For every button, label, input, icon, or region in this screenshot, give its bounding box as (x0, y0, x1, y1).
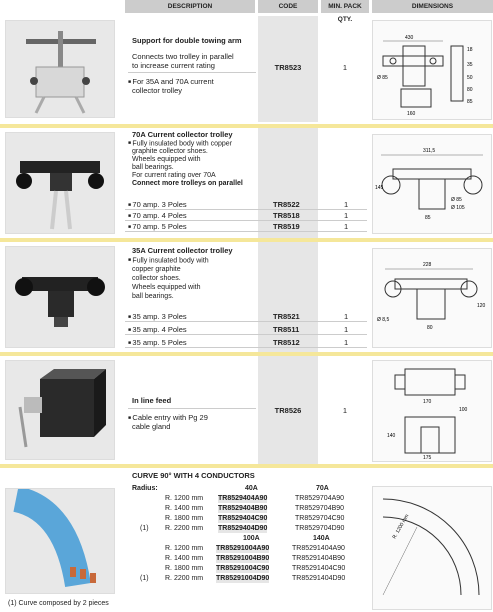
70a-trolley-desc-4: ball bearings. (132, 164, 174, 171)
curve-drawing (372, 486, 492, 610)
row-code: TR8518 (273, 211, 300, 220)
dim-label: 228 (423, 262, 432, 268)
row-radius: R. 1400 mm (165, 505, 204, 512)
towing-support-photo (5, 20, 115, 118)
row-code-70a: TR8529704D90 (295, 525, 345, 532)
row-code-40a: TR8529404B90 (218, 505, 268, 512)
towing-support-desc-1: Connects two trolley in parallel (132, 52, 234, 61)
row-code-140a: TR85291404B90 (292, 555, 345, 562)
row-label: ■ 35 amp. 5 Poles (128, 338, 187, 348)
row-code-140a: TR85291404C90 (292, 565, 346, 572)
70a-trolley-desc-2: graphite collector shoes. (132, 148, 208, 155)
row-code: TR8519 (273, 222, 300, 231)
row-code-40a: TR8529404C90 (218, 515, 268, 522)
row-label: ■ 35 amp. 4 Poles (128, 325, 187, 335)
col-100a: 100A (243, 535, 260, 542)
row-code-40a: TR8529404D90 (218, 525, 268, 532)
towing-support-desc-2: to increase current rating (132, 61, 215, 70)
dim-label: 145 (375, 185, 384, 191)
section-curve (0, 468, 493, 612)
dim-label: 18 (467, 47, 473, 53)
table-row (125, 325, 367, 335)
dim-label: 120 (477, 303, 486, 309)
row-code-100a: TR85291004A90 (216, 545, 270, 552)
section-35a-trolley (0, 242, 493, 352)
dim-label: 35 (467, 62, 473, 68)
towing-support-title: Support for double towing arm (132, 36, 242, 45)
dim-label: 80 (467, 87, 473, 93)
dim-label: 175 (423, 455, 432, 461)
row-radius: R. 1800 mm (165, 515, 204, 522)
row-code: TR8522 (273, 200, 300, 209)
row-qty: 1 (344, 325, 349, 334)
table-row (125, 338, 367, 348)
divider (128, 408, 256, 409)
row-qty: 1 (344, 222, 349, 231)
towing-support-code: TR8523 (274, 63, 302, 72)
70a-trolley-desc-5: For current rating over 70A (132, 172, 216, 179)
note-mark: (1) (140, 575, 149, 582)
inline-feed-desc-1: ■ Cable entry with Pg 29 (128, 413, 208, 423)
dim-label: 170 (423, 399, 432, 405)
dim-label: 311,5 (423, 148, 436, 154)
curve-photo (5, 488, 115, 594)
header-code: CODE (258, 0, 318, 13)
dim-label: 85 (467, 99, 473, 105)
35a-trolley-title: 35A Current collector trolley (132, 246, 233, 255)
table-header (0, 0, 493, 23)
divider (128, 72, 256, 73)
35a-trolley-desc-1: ■ Fully insulated body with (128, 256, 209, 265)
row-radius: R. 1400 mm (165, 555, 204, 562)
row-code-70a: TR8529704B90 (295, 505, 345, 512)
towing-support-qty: 1 (342, 63, 348, 72)
section-inline-feed (0, 356, 493, 464)
table-row (125, 312, 367, 322)
row-radius: R. 2200 mm (165, 525, 204, 532)
inline-feed-title: In line feed (132, 396, 172, 405)
dim-label: 160 (407, 111, 416, 117)
inline-feed-desc-2: cable gland (132, 422, 171, 431)
row-qty: 1 (344, 211, 349, 220)
row-label: ■ 70 amp. 4 Poles (128, 211, 187, 221)
inline-feed-code: TR8526 (274, 406, 302, 415)
curve-footnote: (1) Curve composed by 2 pieces (8, 600, 109, 607)
section-70a-trolley (0, 128, 493, 238)
note-mark: (1) (140, 525, 149, 532)
70a-trolley-photo (5, 132, 115, 234)
table-row (125, 200, 367, 210)
row-qty: 1 (344, 312, 349, 321)
35a-trolley-photo (5, 246, 115, 348)
dim-label: Ø 105 (451, 205, 465, 211)
code-column (258, 242, 318, 352)
towing-support-drawing (372, 20, 492, 120)
row-radius: R. 1800 mm (165, 565, 204, 572)
col-40a: 40A (245, 485, 258, 492)
row-code-140a: TR85291404A90 (292, 545, 345, 552)
inline-feed-drawing (372, 360, 492, 462)
inline-feed-qty: 1 (342, 406, 348, 415)
row-code-140a: TR85291404D90 (292, 575, 346, 582)
table-row (125, 211, 367, 221)
row-qty: 1 (344, 200, 349, 209)
70a-trolley-drawing (372, 134, 492, 234)
row-label: ■ 70 amp. 5 Poles (128, 222, 187, 232)
35a-trolley-desc-5: ball bearings. (132, 293, 174, 300)
towing-support-desc-3: ■ For 35A and 70A current (128, 77, 214, 87)
70a-trolley-desc-3: Wheels equipped with (132, 156, 201, 163)
row-radius: R. 1200 mm (165, 545, 204, 552)
row-label: ■ 35 amp. 3 Poles (128, 312, 187, 322)
header-min-pack: MIN. PACK QTY. (321, 0, 369, 13)
table-row (125, 222, 367, 232)
row-code: TR8521 (273, 312, 300, 321)
dim-label: 100 (459, 407, 468, 413)
curve-title: CURVE 90° WITH 4 CONDUCTORS (132, 471, 255, 480)
row-radius: R. 1200 mm (165, 495, 204, 502)
row-code: TR8512 (273, 338, 300, 347)
col-140a: 140A (313, 535, 330, 542)
row-qty: 1 (344, 338, 349, 347)
row-radius: R. 2200 mm (165, 575, 204, 582)
header-description: DESCRIPTION (125, 0, 255, 13)
row-code-40a: TR8529404A90 (218, 495, 268, 502)
dim-label: R. 1200 mm (391, 513, 411, 540)
row-code-100a: TR85291004D90 (216, 575, 270, 582)
row-code-100a: TR85291004C90 (216, 565, 270, 572)
header-dimensions: DIMENSIONS (372, 0, 493, 13)
towing-support-desc-4: collector trolley (132, 86, 183, 95)
35a-trolley-desc-2: copper graphite (132, 266, 181, 273)
dim-label: 80 (427, 325, 433, 331)
dim-label: 140 (387, 433, 396, 439)
dim-label: Ø 85 (377, 75, 388, 81)
section-towing-support (0, 16, 493, 124)
dim-label: Ø 85 (451, 197, 462, 203)
inline-feed-photo (5, 360, 115, 460)
dim-label: 85 (425, 215, 431, 221)
row-code: TR8511 (273, 325, 300, 334)
70a-trolley-desc-6: Connect more trolleys on parallel (132, 180, 243, 187)
35a-trolley-desc-4: Wheels equipped with (132, 284, 201, 291)
col-70a: 70A (316, 485, 329, 492)
70a-trolley-desc-1: ■ Fully insulated body with copper (128, 139, 232, 148)
dim-label: Ø 8,5 (377, 317, 390, 323)
70a-trolley-title: 70A Current collector trolley (132, 130, 233, 139)
dim-label: 50 (467, 75, 473, 81)
row-code-70a: TR8529704C90 (295, 515, 345, 522)
row-code-100a: TR85291004B90 (216, 555, 270, 562)
row-label: ■ 70 amp. 3 Poles (128, 200, 187, 210)
row-code-70a: TR8529704A90 (295, 495, 345, 502)
35a-trolley-desc-3: collector shoes. (132, 275, 181, 282)
dim-label: 430 (405, 35, 414, 41)
radius-label: Radius: (132, 485, 158, 492)
35a-trolley-drawing (372, 248, 492, 348)
